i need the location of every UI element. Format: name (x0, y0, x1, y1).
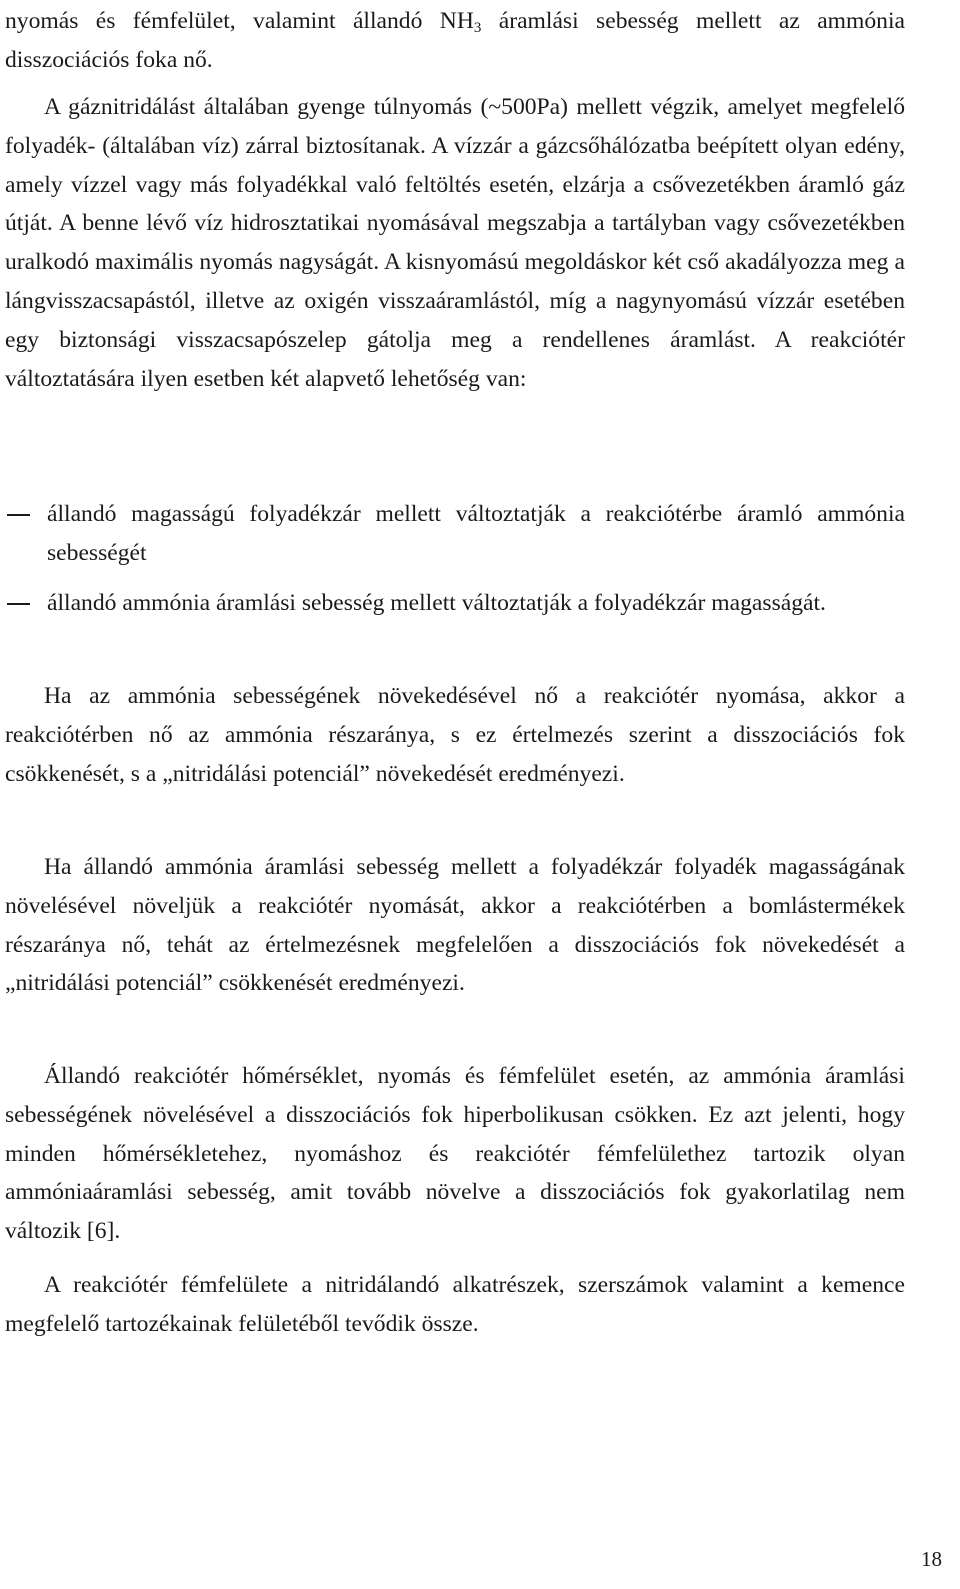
dash-bullet-icon (5, 495, 47, 534)
paragraph-metal-surface: A reakciótér fémfelülete a nitridálandó alkatrészek, szerszámok valamint a kemence megfelelő tartozékainak felületéből tevődik össze. (5, 1272, 905, 1337)
dash-bullet-icon (5, 584, 47, 623)
bullet-list (5, 495, 905, 622)
page-number: 18 (921, 1547, 942, 1571)
paragraph-liquid-seal: Ha állandó ammónia áramlási sebesség mellett a folyadékzár folyadék magasságának növelésével növeljük a reakciótér nyomását, akkor a reakciótérben a bomlástermékek részaránya nő, tehát az értelmezésnek megfelelően a disszociációs fok növekedését a „nitridálási potenciál” csökkenését eredményezi. (5, 854, 905, 997)
list-item-text: állandó ammónia áramlási sebesség mellett változtatják a folyadékzár magasságát. (47, 589, 826, 616)
paragraph-text: áramlási sebesség mellett az ammónia disszociációs foka nő. (5, 8, 905, 73)
paragraph-dissociation: Állandó reakciótér hőmérséklet, nyomás és fémfelület esetén, az ammónia áramlási sebességének növelésével a disszociációs fok hiperbolikusan csökken. Ez azt jelenti, hogy minden hőmérsékletehez, nyomáshoz és reakciótér fémfelülethez tartozik olyan ammóniaáramlási sebesség, amit tovább növelve a disszociációs fok gyakorlatilag nem változik [6]. (5, 1063, 905, 1245)
list-item-text: állandó magasságú folyadékzár mellett változtatják a reakciótérbe áramló ammónia sebességét (47, 501, 905, 566)
list-item (5, 495, 905, 573)
subscript: 3 (473, 20, 482, 36)
paragraph-text: nyomás és fémfelület, valamint állandó NH (5, 8, 474, 34)
paragraph-continuation (5, 2, 905, 80)
list-item (5, 584, 905, 623)
paragraph-gas-nitriding: A gáznitridálást általában gyenge túlnyomás (~500Pa) mellett végzik, amelyet megfelelő folyadék- (általában víz) zárral biztosítanak. A vízzár a gázcsőhálózatba beépített olyan edény, amely vízzel vagy más folyadékkal való feltöltés esetén, elzárja a csővezetékben áramló gáz útját. A benne lévő víz hidrosztatikai nyomásával megszabja a tartályban vagy csővezetékben uralkodó maximális nyomás nagyságát. A kisnyomású megoldáskor két cső akadályozza meg a lángvisszacsapástól, illetve az oxigén visszaáramlástól, míg a nagynyomású vízzár esetében egy biztonsági visszacsapószelep gátolja meg a rendellenes áramlást. A reakciótér változtatására ilyen esetben két alapvető lehetőség van: (5, 94, 905, 392)
paragraph-ammonia-speed: Ha az ammónia sebességének növekedésével nő a reakciótér nyomása, akkor a reakciótérben nő az ammónia részaránya, s ez értelmezés szerint a disszociációs fok csökkenését, s a „nitridálási potenciál” növekedését eredményezi. (5, 683, 905, 787)
